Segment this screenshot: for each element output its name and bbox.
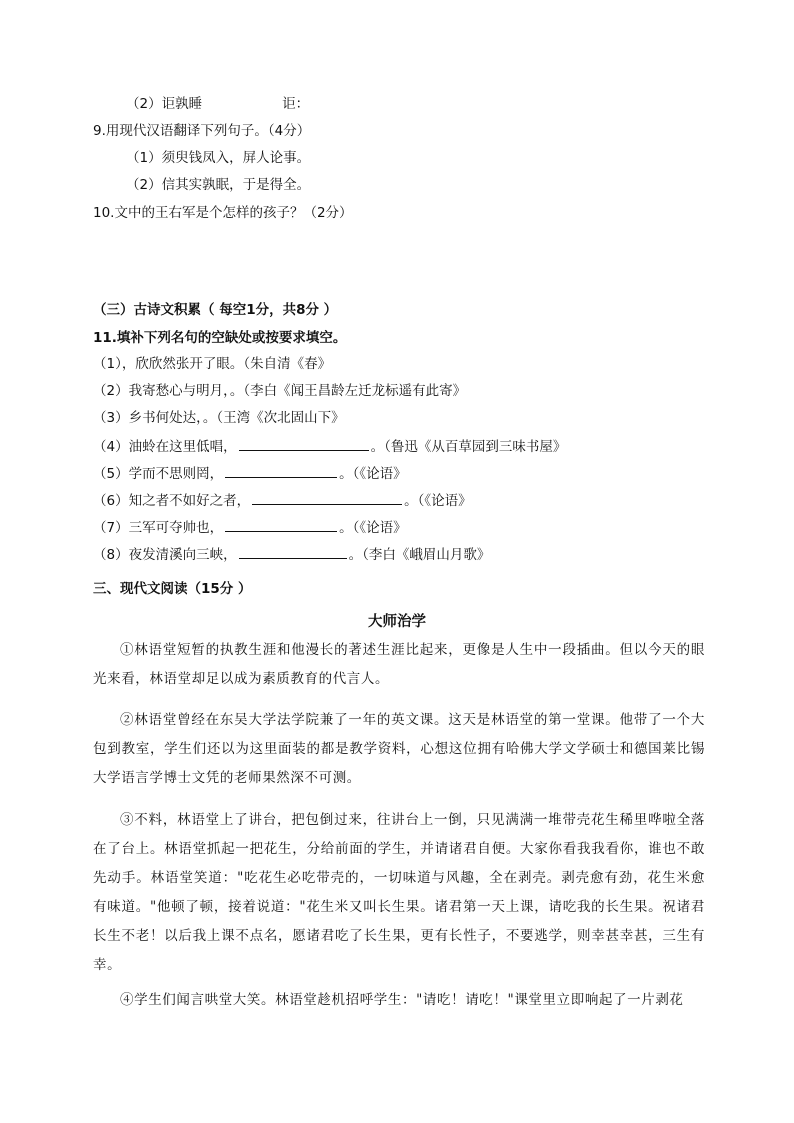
question-8-2 bbox=[126, 94, 309, 114]
question-11-title: 11.填补下列名句的空缺处或按要求填空。 bbox=[93, 330, 347, 346]
fill-item-4 bbox=[93, 436, 566, 457]
fill-item-7 bbox=[93, 517, 407, 538]
fill-item-8 bbox=[93, 544, 490, 565]
fill-blank-5[interactable] bbox=[225, 463, 337, 478]
fill-item-8-source: 。（李白《峨眉山月歌》 bbox=[348, 547, 491, 563]
fill-item-6-text: （6）知之者不如好之者， bbox=[93, 493, 251, 509]
fill-item-3-text: （3）乡书何处达，。（王湾《次北固山下》 bbox=[93, 410, 345, 426]
fill-item-4-source: 。（鲁迅《从百草园到三味书屋》 bbox=[370, 439, 567, 455]
fill-blank-4[interactable] bbox=[239, 436, 369, 451]
article-paragraph-3: ③不料，林语堂上了讲台，把包倒过来，往讲台上一倒，只见满满一堆带壳花生稀里哗啦全落在了台上。林语堂抓起一把花生，分给前面的学生，并请诸君自便。大家你看我我看你，谁也不敢先动手。林语堂笑道："吃花生必吃带壳的，一切味道与风趣，全在剥壳。剥壳愈有劲，花生米愈有味道。"他顿了顿，接着说道："花生米又叫长生果。诸君第一天上课，请吃我的长生果。祝诸君长生不老！以后我上课不点名，愿诸君吃了长生果，更有长性子，不要逃学，则幸甚幸甚，三生有幸。 bbox=[93, 812, 705, 973]
fill-blank-6[interactable] bbox=[252, 490, 402, 505]
fill-item-5-text: （5）学而不思则罔， bbox=[93, 466, 224, 482]
fill-item-6 bbox=[93, 490, 472, 511]
fill-item-2-text: （2）我寄愁心与明月，。（李白《闻王昌龄左迁龙标遥有此寄》 bbox=[93, 383, 467, 399]
question-9-sentence-2: （2）信其实孰眠，于是得全。 bbox=[126, 177, 311, 193]
fill-item-2 bbox=[93, 381, 466, 401]
fill-item-8-text: （8）夜发清溪向三峡， bbox=[93, 547, 237, 563]
article-title: 大师治学 bbox=[368, 614, 426, 630]
fill-item-1-text: （1），欣欣然张开了眼。（朱自清《春》 bbox=[93, 356, 332, 372]
question-8-2-label: （2）讵孰睡 bbox=[126, 96, 203, 112]
article-paragraph-4: ④学生们闻言哄堂大笑。林语堂趁机招呼学生："请吃！请吃！"课堂里立即响起了一片剥花 bbox=[120, 992, 684, 1008]
article-paragraph-1: ①林语堂短暂的执教生涯和他漫长的著述生涯比起来，更像是人生中一段插曲。但以今天的眼光来看，林语堂却足以成为素质教育的代言人。 bbox=[93, 642, 705, 687]
fill-blank-8[interactable] bbox=[239, 544, 347, 559]
fill-item-1 bbox=[93, 354, 331, 374]
modern-reading-heading: 三、现代文阅读（15分 ） bbox=[93, 581, 252, 597]
fill-blank-7[interactable] bbox=[225, 517, 337, 532]
question-9-sentence-1: （1）须臾钱凤入，屏人论事。 bbox=[126, 150, 311, 166]
fill-item-6-source: 。（《论语》 bbox=[404, 493, 472, 509]
fill-item-4-text: （4）油蛉在这里低唱， bbox=[93, 439, 237, 455]
article-paragraph-2: ②林语堂曾经在东吴大学法学院兼了一年的英文课。这天是林语堂的第一堂课。他带了一个大包到教室，学生们还以为这里面装的都是教学资料，心想这位拥有哈佛大学文学硕士和德国莱比锡大学语言学博士文凭的老师果然深不可测。 bbox=[93, 712, 705, 786]
section-3-heading: （三）古诗文积累（ 每空1分，共8分 ） bbox=[93, 302, 338, 318]
question-8-2-answer-label: 讵： bbox=[282, 96, 310, 112]
fill-item-7-text: （7）三军可夺帅也， bbox=[93, 520, 224, 536]
question-10-title: 10.文中的王右军是个怎样的孩子？（2分） bbox=[93, 205, 353, 221]
fill-item-7-source: 。（《论语》 bbox=[339, 520, 407, 536]
fill-item-5-source: 。（《论语》 bbox=[339, 466, 407, 482]
fill-item-3 bbox=[93, 408, 345, 428]
question-9-title: 9.用现代汉语翻译下列句子。（4分） bbox=[93, 123, 311, 139]
fill-item-5 bbox=[93, 463, 407, 484]
